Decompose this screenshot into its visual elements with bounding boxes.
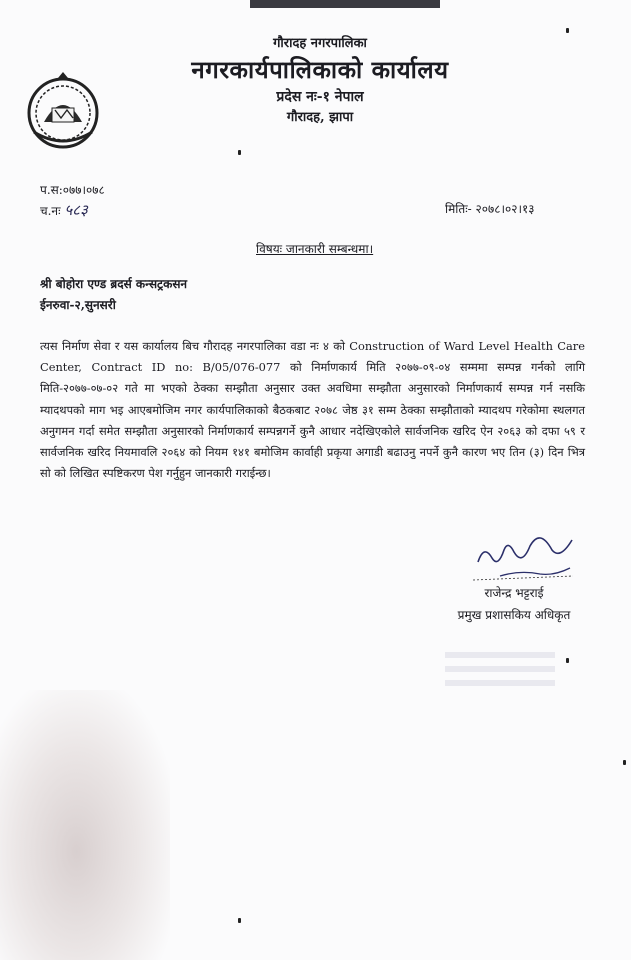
signatory-block (440, 582, 588, 626)
scan-shadow-bottom (0, 690, 170, 960)
fiscal-year: प.स:०७७।०७८ (40, 183, 105, 197)
reference-block (40, 180, 105, 221)
dispatch-label: च.नः (40, 204, 61, 218)
province-line: प्रदेस नः-१ नेपाल (276, 89, 364, 105)
dispatch-line (40, 200, 105, 221)
scan-speck (566, 658, 569, 663)
letterhead (120, 34, 520, 128)
letter-date: मितिः- २०७८।०२।१३ (445, 202, 535, 216)
letter-body: त्यस निर्माण सेवा र यस कार्यालय बिच गौरादह नगरपालिका वडा नः ४ को Construction of Ward Level Health Care Center, Contract ID no: B/05/076-077 को निर्माणकार्य मिति २०७७-०९-०४ सम्ममा सम्पन्न गर्नको लागि मिति-२०७७-०७-०२ गते मा भएको ठेक्का सम्झौता अनुसार उक्त अवधिमा सम्झौता अनुसारको निर्माणकार्य सम्पन्न गर्न नसकि म्यादथपको माग भइ आएबमोजिम नगर कार्यपालिकाको बैठकबाट २०७८ जेष्ठ ३१ सम्म ठेक्का सम्झौताको म्यादथप गरेकोमा स्थलगत अनुगमन गर्दा समेत सम्झौता अनुसारको निर्माणकार्य सम्पन्नगर्ने कुनै आधार नदेखिएकोले सार्वजनिक खरिद ऐन २०६३ को दफा ५९ र सार्वजनिक खरिद नियमावलि २०६४ को नियम १४१ बमोजिम कार्वाही प्रकृया अगाडी बढाउनु नपर्ने कुनै कारण भए तिन (३) दिन भित्र सो को लिखित स्पष्टिकरण पेश गर्नुहुन जानकारी गराईन्छ। (40, 339, 585, 481)
signatory-title: प्रमुख प्रशासकिय अधिकृत (457, 608, 571, 622)
scan-shadow-top (250, 0, 440, 8)
government-emblem-icon (22, 70, 104, 152)
subject-line: विषयः जानकारी सम्बन्धमा। (256, 242, 374, 256)
addressee-block (40, 274, 187, 316)
handwritten-signature (470, 532, 580, 582)
scan-speck (566, 28, 569, 33)
scan-speck (238, 918, 241, 923)
addressee-location: ईनरुवा-२,सुनसरी (40, 298, 116, 312)
signatory-name: राजेन्द्र भट्टराई (484, 586, 544, 600)
dispatch-number: ५८३ (64, 201, 88, 219)
addressee-name: श्री बोहोरा एण्ड ब्रदर्स कन्सट्रकसन (40, 277, 188, 291)
bleed-through-text (445, 652, 555, 690)
address-line: गौरादह, झापा (286, 110, 354, 125)
office-title: नगरकार्यपालिकाको कार्यालय (191, 55, 449, 84)
scan-speck (238, 150, 241, 155)
scan-speck (623, 760, 626, 765)
municipality-name: गौरादह नगरपालिका (273, 36, 367, 51)
